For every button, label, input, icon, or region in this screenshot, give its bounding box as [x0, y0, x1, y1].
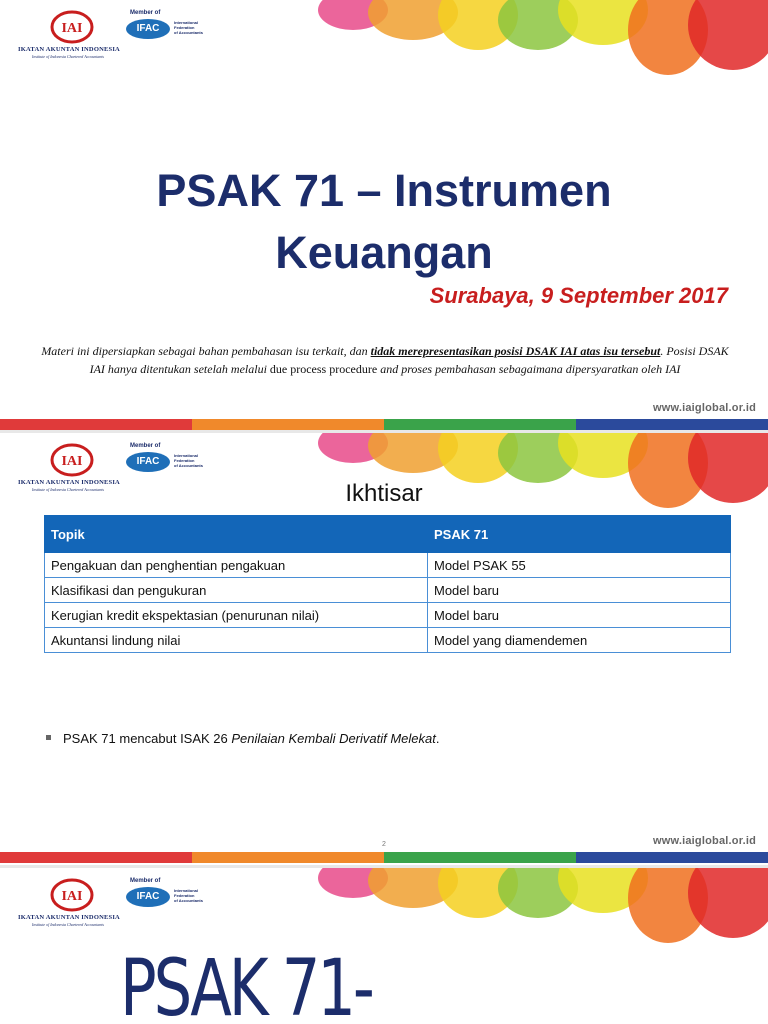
column-header: PSAK 71	[428, 516, 731, 553]
website-url: www.iaiglobal.or.id	[652, 835, 756, 847]
table-row	[45, 578, 731, 603]
table-cell: Klasifikasi dan pengukuran	[45, 578, 428, 603]
ifac-badge: IFAC	[126, 452, 170, 472]
table-header-row	[45, 516, 731, 553]
table-cell: Model yang diamendemen	[428, 628, 731, 653]
footer-color-bar	[0, 419, 768, 430]
ifac-logo	[126, 878, 216, 918]
iai-subtitle: Institute of Indonesia Chartered Accountants	[32, 922, 104, 927]
ifac-logo	[126, 443, 216, 483]
iai-logo-icon	[50, 443, 94, 477]
iai-logo-icon	[50, 878, 94, 912]
ifac-member-label: Member of	[130, 443, 161, 449]
iai-ifac-logos	[18, 878, 218, 928]
iai-ifac-logos	[18, 10, 218, 60]
slide-subtitle: Surabaya, 9 September 2017	[429, 283, 728, 308]
slide-2	[0, 433, 768, 865]
slide-title: PSAK 71-	[120, 944, 372, 1024]
website-url: www.iaiglobal.or.id	[652, 402, 756, 414]
table-cell: Model baru	[428, 578, 731, 603]
slide-1	[0, 0, 768, 430]
svg-text:IAI: IAI	[61, 889, 83, 904]
iai-name: IKATAN AKUNTAN INDONESIA	[18, 479, 120, 486]
ifac-badge: IFAC	[126, 887, 170, 907]
iai-logo-icon	[50, 10, 94, 44]
iai-name: IKATAN AKUNTAN INDONESIA	[18, 46, 120, 53]
bullet-item: PSAK 71 mencabut ISAK 26 Penilaian Kembali Derivatif Melekat.	[46, 731, 440, 746]
summary-table	[44, 515, 731, 653]
table-row	[45, 603, 731, 628]
slide-3	[0, 868, 768, 1024]
table-cell: Model PSAK 55	[428, 553, 731, 578]
table-cell: Pengakuan dan penghentian pengakuan	[45, 553, 428, 578]
table-row	[45, 553, 731, 578]
table-cell: Kerugian kredit ekspektasian (penurunan nilai)	[45, 603, 428, 628]
ifac-badge: IFAC	[126, 19, 170, 39]
ifac-member-label: Member of	[130, 878, 161, 884]
paint-splash-decoration	[298, 0, 768, 95]
iai-subtitle: Institute of Indonesia Chartered Accountants	[32, 487, 104, 492]
disclaimer-text: Materi ini dipersiapkan sebagai bahan pembahasan isu terkait, dan tidak merepresentasikan posisi DSAK IAI atas isu tersebut. Posisi DSAK IAI hanya ditentukan setelah melalui due process procedure and proses pembahasan sebagaimana dipersyaratkan oleh IAI	[41, 344, 729, 376]
ifac-member-label: Member of	[130, 10, 161, 16]
svg-text:IAI: IAI	[61, 21, 83, 36]
page-number: 2	[382, 841, 386, 848]
ifac-logo	[126, 10, 216, 50]
ifac-fullname: International Federation of Accountants	[174, 20, 203, 35]
bullet-square-icon	[46, 735, 51, 740]
table-cell: Model baru	[428, 603, 731, 628]
table-row	[45, 628, 731, 653]
footer-color-bar	[0, 852, 768, 863]
column-header: Topik	[45, 516, 428, 553]
slide-title: Ikhtisar	[345, 480, 423, 507]
iai-name: IKATAN AKUNTAN INDONESIA	[18, 914, 120, 921]
svg-text:IAI: IAI	[61, 454, 83, 469]
iai-subtitle: Institute of Indonesia Chartered Accountants	[32, 54, 104, 59]
ifac-fullname: International Federation of Accountants	[174, 453, 203, 468]
table-cell: Akuntansi lindung nilai	[45, 628, 428, 653]
slide-title: PSAK 71 – Instrumen Keuangan	[156, 165, 612, 278]
ifac-fullname: International Federation of Accountants	[174, 888, 203, 903]
